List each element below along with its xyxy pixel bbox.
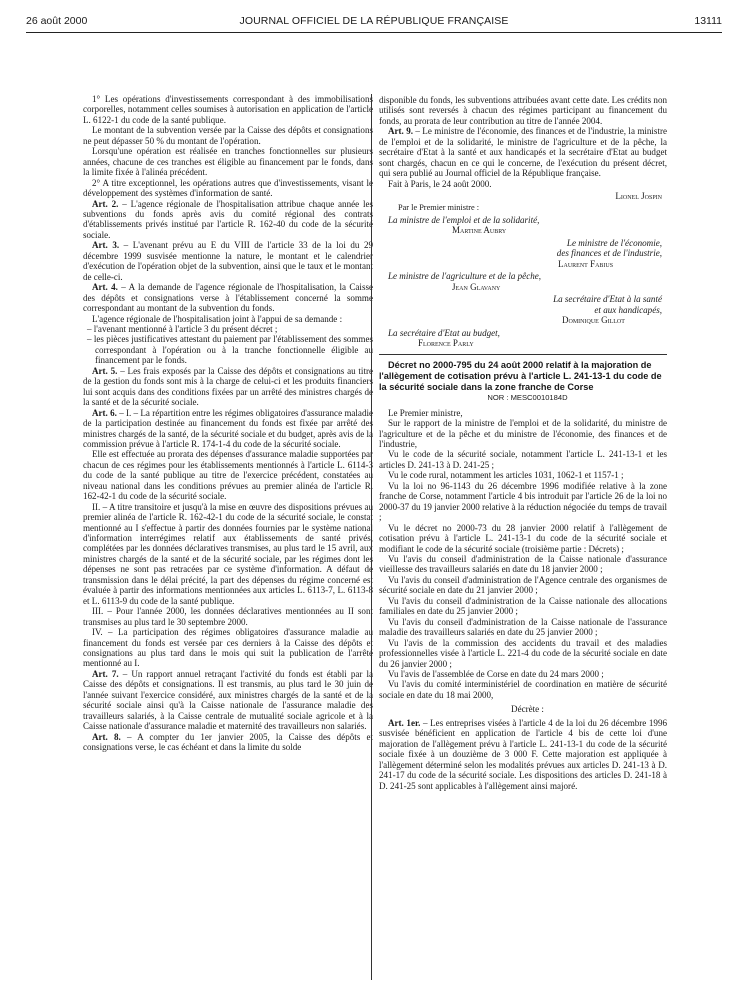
header-journal-title: JOURNAL OFFICIEL DE LA RÉPUBLIQUE FRANÇAISE — [239, 15, 509, 27]
right-column — [379, 95, 667, 791]
article-text: – Un rapport annuel retraçant l'activité du fonds est établi par la Caisse des dépôts et consignations. Il est transmis, au plus tard le 30 juin de l'année suivant l'exercice considéré, aux ministres chargés de la santé et de la sécurité sociale ainsi qu'à la Caisse nationale de l'assurance maladie des travailleurs salariés, à la Caisse centrale de mutualité sociale agricole et à la Caisse nationale d'assurance maladie et maternité des travailleurs non salariés. — [83, 668, 373, 732]
article-label: Art. 2. — [92, 198, 119, 209]
signature-role-sante-a: La secrétaire d'Etat à la santé — [553, 294, 662, 305]
page-header — [26, 15, 722, 31]
article-paragraph — [83, 732, 373, 753]
paragraph: II. – A titre transitoire et jusqu'à la mise en œuvre des dispositions prévues au premier alinéa de l'article R. 162-42-1 du code de la sécurité sociale, le constat mentionné au I s'effectue à partir des données fournies par le système national d'information interrégimes relatif aux établissements de santé privés, complétées par les données déclaratives transmises, au plus tard le 15 avril, aux ministres chargés de la santé et de la sécurité sociale, par les régimes dont les dépenses ne sont pas retracées par ce système d'information. A défaut de transmission dans le délai précité, la part des dépenses du régime concerné est évaluée à partir des informations mentionnées aux articles L. 6113-7, L. 6113-8 et L. 6113-9 du code de la santé publique. — [83, 501, 373, 606]
article-label: Art. 9. — [388, 126, 413, 137]
article-label: Art. 4. — [92, 282, 118, 293]
decree-nor: NOR : MESC0010184D — [487, 393, 568, 403]
article-label: Art. 3. — [92, 240, 120, 251]
signature-role-economie-b: des finances et de l'industrie, — [556, 248, 662, 259]
signature-name-parly: Florence Parly — [418, 337, 474, 348]
paragraph: Fait à Paris, le 24 août 2000. — [388, 178, 492, 189]
paragraph: Vu l'avis de la commission des accidents du travail et des maladies professionnelles visée à l'article L. 221-4 du code de la sécurité sociale en date du 26 janvier 2000 ; — [379, 637, 667, 669]
dash-list — [83, 324, 373, 366]
header-page-number: 13111 — [694, 15, 722, 27]
article-paragraph — [379, 718, 667, 791]
list-item: – les pièces justificatives attestant du paiement par l'établissement des sommes correspondant à l'opération ou à la tranche fonctionnelle éligible au financement par le fonds. — [87, 334, 373, 366]
paragraph: Le montant de la subvention versée par la Caisse des dépôts et consignations ne peut dépasser 50 % du montant de l'opération. — [83, 125, 373, 146]
paragraph: Vu la loi no 96-1143 du 26 décembre 1996 modifiée relative à la zone franche de Corse, notamment l'article 4 bis introduit par l'article 26 de la loi no 2000-37 du 19 janvier 2000 relative à la réduction négociée du temps de travail ; — [379, 480, 667, 523]
paragraph: Vu l'avis du conseil d'administration de la Caisse nationale des allocations familiales en date du 25 janvier 2000 ; — [379, 595, 667, 617]
paragraph: Lorsqu'une opération est réalisée en tranches fonctionnelles sur plusieurs années, chacune de ces tranches est éligible au financement par le fonds, dans la limite fixée à l'alinéa précédent. — [83, 146, 373, 178]
left-column — [83, 94, 373, 753]
article-paragraph — [83, 240, 373, 282]
article-paragraph — [83, 669, 373, 732]
signature-name-gillot: Dominique Gillot — [562, 315, 625, 326]
article-paragraph — [83, 199, 373, 241]
paragraph: 1° Les opérations d'investissements correspondant à des immobilisations corporelles, notamment celles soumises à autorisation en application de l'article L. 6122-1 du code de la santé publique. — [83, 94, 373, 125]
signature-role-agriculture: Le ministre de l'agriculture et de la pêche, — [388, 271, 542, 282]
list-item: – l'avenant mentionné à l'article 3 du présent décret ; — [87, 323, 278, 334]
paragraph: Vu l'avis du conseil d'administration de l'Agence centrale des organismes de sécurité sociale en date du 21 janvier 2000 ; — [379, 574, 667, 596]
header-date: 26 août 2000 — [26, 15, 88, 27]
article-text: – A compter du 1er janvier 2005, la Caisse des dépôts et consignations verse, le cas échéant et dans la limite du solde — [83, 731, 373, 753]
paragraph: Vu le code rural, notamment les articles 1031, 1062-1 et 1157-1 ; — [388, 470, 624, 481]
paragraph: IV. – La participation des régimes obligatoires d'assurance maladie au financement du fonds est versée par ces derniers à la Caisse des dépôts et consignations au plus tard dans le mois qui suit la publication de l'arrêté mentionné au I. — [83, 627, 373, 669]
paragraph: Le Premier ministre, — [388, 407, 463, 418]
article-text: – A la demande de l'agence régionale de l'hospitalisation, la Caisse des dépôts et consignations verse à l'établissement concerné la somme correspondant au montant de la subvention du fonds. — [83, 282, 373, 314]
paragraph: Vu le code de la sécurité sociale, notamment l'article L. 241-13-1 et les articles D. 241-13 à D. 241-25 ; — [379, 449, 667, 470]
decree-title: Décret no 2000-795 du 24 août 2000 relatif à la majoration de l'allègement de cotisation prévu à l'article L. 241-13-1 du code de la sécurité sociale dans la zone franche de Corse — [379, 360, 662, 392]
signature-name-glavany: Jean Glavany — [452, 281, 501, 292]
article-text: – L'avenant prévu au E du VIII de l'article 33 de la loi du 29 décembre 1999 susvisée mentionne la nature, le montant et le calendrier d'exécution de l'opération objet de la subvention, ainsi que le taux et le montant de celle-ci. — [83, 240, 373, 282]
signature-jospin: Lionel Jospin — [615, 191, 662, 202]
article-text: – Le ministre de l'économie, des finances et de l'industrie, la ministre de l'emploi et de la solidarité, le ministre de l'agriculture et de la pêche, la secrétaire d'Etat à la santé et aux handicapés et la secrétaire d'Etat au budget sont chargés, chacun en ce qui le concerne, de l'exécution du présent décret, qui sera publié au Journal officiel de la République française. — [379, 126, 667, 179]
article-text: – L'agence régionale de l'hospitalisation attribue chaque année les subventions du fonds après avis du comité régional des contrats d'établissements privés institué par l'article R. 162-40 du code de la sécurité sociale. — [83, 198, 373, 240]
article-label: Art. 8. — [92, 731, 121, 742]
article-label: Art. 6. — [92, 407, 117, 418]
signature-name-fabius: Laurent Fabius — [558, 258, 614, 269]
paragraph: Sur le rapport de la ministre de l'emploi et de la solidarité, du ministre de l'agriculture et de la pêche et du ministre de l'économie, des finances et de l'industrie, — [379, 418, 667, 450]
paragraph: disponible du fonds, les subventions attribuées avant cette date. Les crédits non utilisés sont reversés à chacun des régimes participant au financement du fonds, au prorata de leur contribution au titre de l'année 2004. — [379, 95, 667, 126]
article-text: – Les entreprises visées à l'article 4 de la loi du 26 décembre 1996 susvisée bénéficient en application de l'article 4 bis de cette loi d'une majoration de l'allègement prévu à l'article L. 241-13-1 du code de la sécurité sociale fixée à un douzième de 3 000 F. Cette majoration est appliquée à l'allègement déterminé selon les modalités prévues aux articles D. 241-13 à D. 241-17 du code de la sécurité sociale. Les dispositions des articles D. 241-18 à D. 241-25 sont applicables à l'allègement ainsi majoré. — [379, 717, 667, 791]
paragraph: Décrète : — [511, 704, 544, 715]
signature-role-sante-b: et aux handicapés, — [594, 304, 662, 315]
column-divider — [371, 94, 372, 980]
article-label: Art. 1er. — [388, 717, 421, 728]
paragraph: L'agence régionale de l'hospitalisation joint à l'appui de sa demande : — [92, 313, 343, 324]
paragraph: Vu l'avis du comité interministériel de coordination en matière de sécurité sociale en date du 18 mai 2000, — [379, 679, 667, 700]
signature-name-aubry: Martine Aubry — [452, 225, 507, 236]
paragraph: 2° A titre exceptionnel, les opérations autres que d'investissements, visant le développement des systèmes d'information de santé. — [83, 177, 373, 199]
signature-premier-ministre: Par le Premier ministre : — [398, 202, 480, 212]
paragraph: Elle est effectuée au prorata des dépenses d'assurance maladie supportées par chacun de ces régimes pour les établissements mentionnés à l'article L. 6114-3 du code de la santé publique au titre de l'exercice précédent, constatées au niveau national dans les conditions prévues au premier alinéa de l'article R. 162-42-1 du code de la sécurité sociale. — [83, 449, 373, 502]
paragraph: Vu l'avis de l'assemblée de Corse en date du 24 mars 2000 ; — [388, 668, 604, 679]
signature-role-economie-a: Le ministre de l'économie, — [566, 237, 662, 248]
header-rule — [26, 32, 722, 33]
signature-role-budget: La secrétaire d'Etat au budget, — [388, 327, 500, 338]
article-label: Art. 5. — [92, 365, 118, 376]
decree-body — [379, 408, 667, 791]
paragraph: Vu l'avis du conseil d'administration de la Caisse nationale d'assurance vieillesse des travailleurs salariés en date du 18 janvier 2000 ; — [379, 554, 667, 575]
article-paragraph — [83, 366, 373, 408]
article-text: – Les frais exposés par la Caisse des dépôts et consignations au titre de la gestion du fonds sont mis à la charge de celui-ci et les produits financiers lui sont acquis dans des conditions fixées par un arrêté des ministres chargés de la santé et de la sécurité sociale. — [83, 365, 373, 408]
decree-end-block — [379, 95, 667, 189]
article-text: – I. – La répartition entre les régimes obligatoires d'assurance maladie de la participation destinée au financement du fonds est fixée par arrêté des ministres chargés de la santé, de la sécurité sociale et du budget, après avis de la commission prévue à l'article R. 174-1-4 du code de la sécurité sociale. — [83, 407, 374, 449]
article-label: Art. 7. — [92, 668, 119, 679]
decree-separator — [379, 354, 667, 355]
article-paragraph — [83, 408, 373, 450]
paragraph: III. – Pour l'année 2000, les données déclaratives mentionnées au II sont transmises au plus tard le 30 septembre 2000. — [83, 606, 373, 627]
article-paragraph — [83, 282, 373, 313]
signature-role-emploi: La ministre de l'emploi et de la solidarité, — [388, 214, 540, 225]
paragraph: Vu le décret no 2000-73 du 28 janvier 2000 relatif à l'allègement de cotisation prévu à l'article L. 241-13-1 du code de la sécurité sociale et modifiant le code de la sécurité sociale (troisième partie : Décrets) ; — [379, 522, 667, 554]
paragraph: Vu l'avis du conseil d'administration de la Caisse nationale de l'assurance maladie des travailleurs salariés en date du 25 janvier 2000 ; — [379, 616, 667, 638]
article-paragraph — [379, 126, 667, 178]
